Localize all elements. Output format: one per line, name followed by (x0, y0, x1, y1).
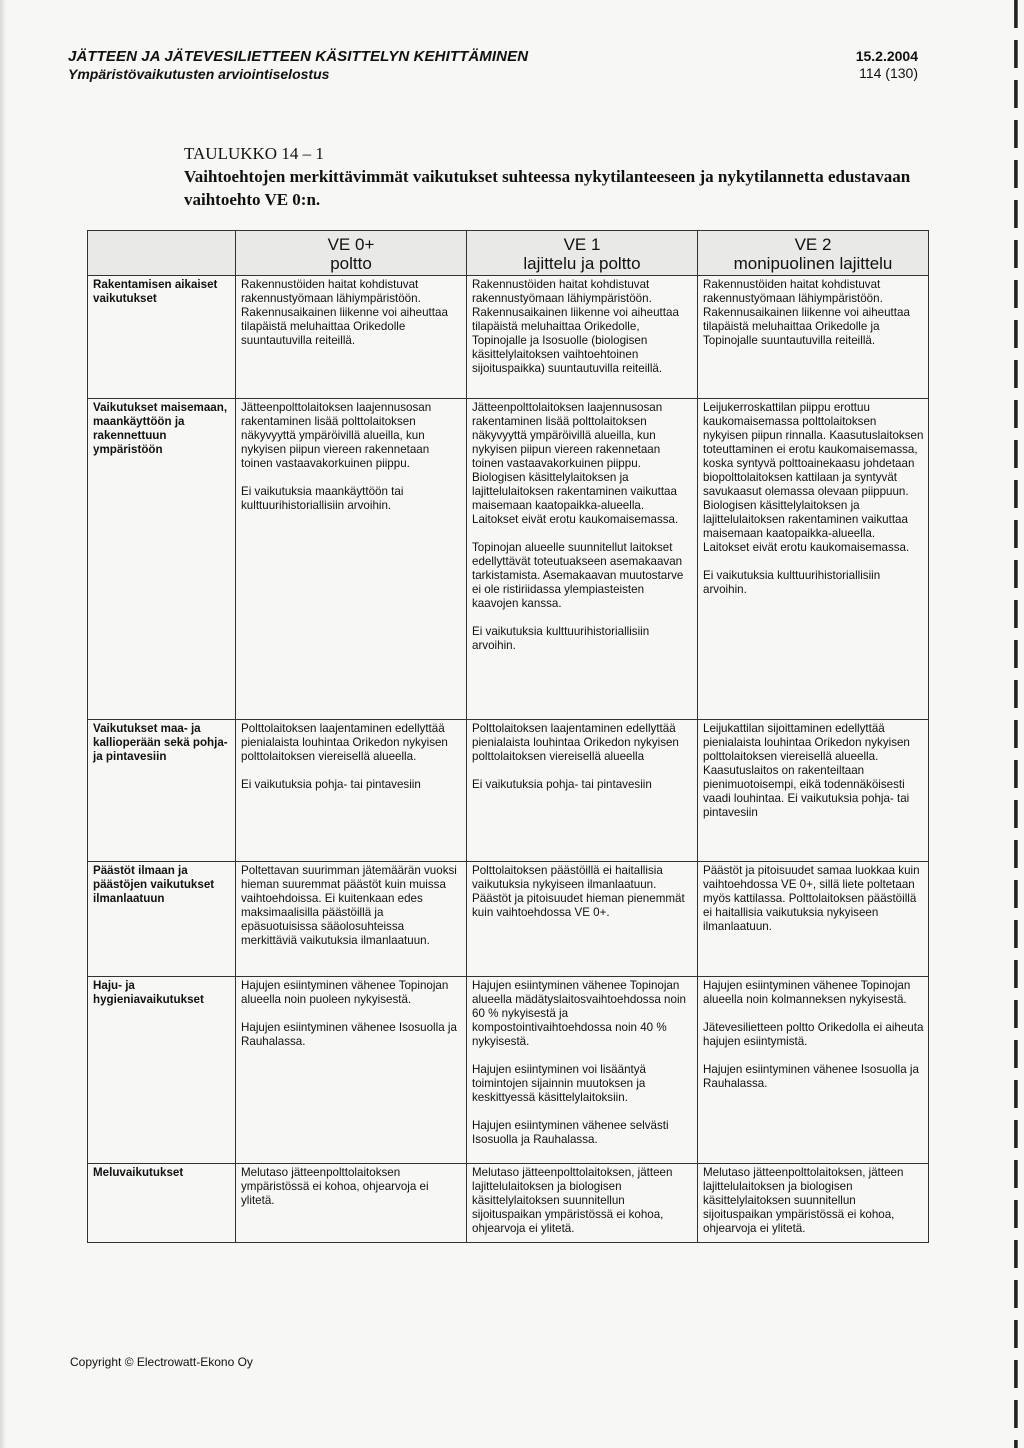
table-cell (467, 276, 698, 399)
cell-paragraph: Ei vaikutuksia kulttuurihistoriallisiin arvoihin. (472, 625, 650, 652)
cell-paragraph: Hajujen esiintyminen vähenee Topinojan alueella noin kolmanneksen nykyisestä. (703, 979, 911, 1006)
cell-paragraph: Rakennustöiden haitat kohdistuvat rakennustyömaan lähiympäristöön. Rakennusaikainen liikenne voi aiheuttaa tilapäistä meluhaittaa Orikedolle, Topinojalle ja Isosuolle (biologisen käsittelylaitoksen vaihtoehtoinen sijoituspaikka) suuntautuvilla reiteillä. (472, 278, 679, 375)
cell-paragraph: Hajujen esiintyminen vähenee Topinojan alueella mädätyslaitosvaihtoehdossa noin 60 % nykyisestä ja kompostointivaihtoehdossa noin 40 % nykyisestä. (472, 979, 686, 1048)
cell-paragraph: Ei vaikutuksia pohja- tai pintavesiin (472, 778, 652, 791)
column-description: monipuolinen lajittelu (733, 254, 893, 273)
cell-paragraph: Ei vaikutuksia kulttuurihistoriallisiin arvoihin. (703, 569, 881, 596)
column-header (236, 231, 467, 276)
cell-paragraph: Melutaso jätteenpolttolaitoksen, jätteen lajittelulaitoksen ja biologisen käsittelylaitoksen suunnitellun sijoituspaikan ympäristössä ei kohoa, ohjearvoja ei ylitetä. (472, 1166, 673, 1235)
table-row (88, 977, 929, 1164)
table-header-row (88, 231, 929, 276)
cell-paragraph: Ei vaikutuksia maankäyttöön tai kulttuurihistoriallisiin arvoihin. (241, 485, 404, 512)
table-cell (698, 977, 929, 1164)
copyright-notice: Copyright © Electrowatt-Ekono Oy (70, 1355, 253, 1369)
cell-paragraph: Melutaso jätteenpolttolaitoksen ympäristössä ei kohoa, ohjearvoja ei ylitetä. (241, 1166, 429, 1207)
cell-paragraph: Hajujen esiintyminen vähenee Isosuolla ja Rauhalassa. (241, 1021, 457, 1048)
table-cell (236, 862, 467, 977)
scan-edge-left (0, 0, 6, 1448)
table-cell (236, 276, 467, 399)
cell-paragraph: Hajujen esiintyminen vähenee Topinojan alueella noin puoleen nykyisestä. (241, 979, 449, 1006)
table-cell (236, 720, 467, 862)
row-label: Rakentamisen aikaiset vaikutukset (88, 276, 236, 399)
scan-edge-right (1006, 0, 1024, 1448)
cell-paragraph: Rakennustöiden haitat kohdistuvat rakennustyömaan lähiympäristöön. Rakennusaikainen liikenne voi aiheuttaa tilapäistä meluhaittaa Orikedolle ja Topinojalle suuntautuvilla reiteillä. (703, 278, 910, 347)
cell-paragraph: Hajujen esiintyminen vähenee selvästi Isosuolla ja Rauhalassa. (472, 1119, 669, 1146)
table-cell (467, 1164, 698, 1243)
cell-paragraph: Polttolaitoksen laajentaminen edellyttää pienialaista louhintaa Orikedon nykyisen polttolaitoksen viereisellä alueella. (241, 722, 448, 763)
cell-paragraph: Päästöt ja pitoisuudet samaa luokkaa kuin vaihtoehdossa VE 0+, sillä liete poltetaan myös kattilassa. Polttolaitoksen päästöillä ei haitallisia vaikutuksia nykyiseen ilmanlaatuun. (703, 864, 920, 933)
cell-paragraph: Polttolaitoksen laajentaminen edellyttää pienialaista louhintaa Orikedon nykyisen polttolaitoksen viereisellä alueella (472, 722, 679, 763)
page-header (68, 48, 918, 82)
column-description: lajittelu ja poltto (523, 254, 641, 273)
table-row (88, 399, 929, 720)
cell-paragraph: Jätteenpolttolaitoksen laajennusosan rakentaminen lisää polttolaitoksen näkyvyyttä ympäröivillä alueilla, kun nykyisen piipun viereen rakennetaan toinen vastaavakorkuinen piippu. (241, 401, 432, 470)
cell-paragraph: Jätevesilietteen poltto Orikedolla ei aiheuta hajujen esiintymistä. (703, 1021, 924, 1048)
cell-paragraph: Leijukerroskattilan piippu erottuu kaukomaisemassa polttolaitoksen nykyisen piipun rinnalla. Kaasutuslaitoksen toteuttaminen ei erotu kaukomaisemassa, koska syntyvä polttoainekaasu johdetaan biopolttolaitoksen kattilaan ja syntyvät savukaasut olemassa olevaan piippuun. Biologisen käsittelylaitoksen ja lajittelulaitoksen rakentaminen vaikuttaa maisemaan kaatopaikka-alueella. Laitokset eivät erotu kaukomaisemassa. (703, 401, 924, 554)
cell-paragraph: Leijukattilan sijoittaminen edellyttää pienialaista louhintaa Orikedon nykyisen polttolaitoksen viereisellä alueella. Kaasutuslaitos on rakenteiltaan pienimuotoisempi, eikä todennäköisesti vaadi louhintaa. Ei vaikutuksia pohja- tai pintavesiin (703, 722, 910, 819)
column-name: VE 0+ (327, 235, 375, 254)
row-label: Vaikutukset maa- ja kallioperään sekä pohja- ja pintavesiin (88, 720, 236, 862)
table-cell (467, 977, 698, 1164)
table-cell (236, 399, 467, 720)
report-subtitle: Ympäristövaikutusten arviointiselostus (68, 66, 330, 82)
cell-paragraph: Melutaso jätteenpolttolaitoksen, jätteen lajittelulaitoksen ja biologisen käsittelylaitoksen suunnitellun sijoituspaikan ympäristössä ei kohoa, ohjearvoja ei ylitetä. (703, 1166, 904, 1235)
table-row (88, 720, 929, 862)
table-number: TAULUKKO 14 – 1 (184, 144, 324, 163)
column-header (698, 231, 929, 276)
table-cell (698, 1164, 929, 1243)
table-row (88, 862, 929, 977)
table-cell (236, 1164, 467, 1243)
cell-paragraph: Polttolaitoksen päästöillä ei haitallisia vaikutuksia nykyiseen ilmanlaatuun. Päästöt ja pitoisuudet hieman pienemmät kuin vaihtoehdossa VE 0+. (472, 864, 685, 919)
table-row (88, 276, 929, 399)
effects-table (87, 230, 929, 1243)
table-cell (698, 399, 929, 720)
table-caption (184, 142, 954, 211)
row-label: Meluvaikutukset (88, 1164, 236, 1243)
page-number: 114 (130) (859, 65, 918, 81)
header-meta (856, 48, 918, 81)
table-cell (698, 862, 929, 977)
cell-paragraph: Hajujen esiintyminen vähenee Isosuolla ja Rauhalassa. (703, 1063, 919, 1090)
table-cell (467, 862, 698, 977)
row-label: Haju- ja hygieniavaikutukset (88, 977, 236, 1164)
row-label: Vaikutukset maisemaan, maankäyttöön ja rakennettuun ympäristöön (88, 399, 236, 720)
column-name: VE 2 (794, 235, 832, 254)
table-cell (236, 977, 467, 1164)
column-name: VE 1 (563, 235, 601, 254)
report-title: JÄTTEEN JA JÄTEVESILIETTEEN KÄSITTELYN KEHITTÄMINEN (68, 48, 529, 65)
cell-paragraph: Topinojan alueelle suunnitellut laitokset edellyttävät toteutuakseen asemakaavan tarkistamista. Asemakaavan muutostarve ei ole ristiriidassa ylempiasteisten kaavojen kanssa. (472, 541, 684, 610)
report-date: 15.2.2004 (855, 48, 918, 64)
column-header (467, 231, 698, 276)
cell-paragraph: Jätteenpolttolaitoksen laajennusosan rakentaminen lisää polttolaitoksen näkyvyyttä ympäröivillä alueilla, kun nykyisen piipun viereen rakennetaan toinen vastaavakorkuinen piippu. Biologisen käsittelylaitoksen ja lajittelulaitoksen rakentaminen vaikuttaa maisemaan kaatopaikka-alueella. Laitokset eivät erotu kaukomaisemassa. (472, 401, 679, 526)
table-cell (467, 720, 698, 862)
table-cell (467, 399, 698, 720)
cell-paragraph: Ei vaikutuksia pohja- tai pintavesiin (241, 778, 421, 791)
cell-paragraph: Hajujen esiintyminen voi lisääntyä toimintojen sijainnin muutoksen ja keskittyessä käsittelylaitoksiin. (472, 1063, 646, 1104)
table-row (88, 1164, 929, 1243)
row-label: Päästöt ilmaan ja päästöjen vaikutukset ilmanlaatuun (88, 862, 236, 977)
table-cell (698, 720, 929, 862)
table-cell (698, 276, 929, 399)
cell-paragraph: Poltettavan suurimman jätemäärän vuoksi hieman suuremmat päästöt kuin muissa vaihtoehdoissa. Ei kuitenkaan edes maksimaalisilla päästöillä ja epäsuotuisissa sääolosuhteissa merkittäviä vaikutuksia ilmanlaatuun. (241, 864, 457, 947)
header-corner (88, 231, 236, 276)
cell-paragraph: Rakennustöiden haitat kohdistuvat rakennustyömaan lähiympäristöön. Rakennusaikainen liikenne voi aiheuttaa tilapäistä meluhaittaa Orikedolle suuntautuvilla reiteillä. (241, 278, 448, 347)
table-title: Vaihtoehtojen merkittävimmät vaikutukset suhteessa nykytilanteeseen ja nykytilannetta edustavaan vaihtoehto VE 0:n. (184, 167, 911, 209)
column-description: poltto (330, 254, 372, 273)
